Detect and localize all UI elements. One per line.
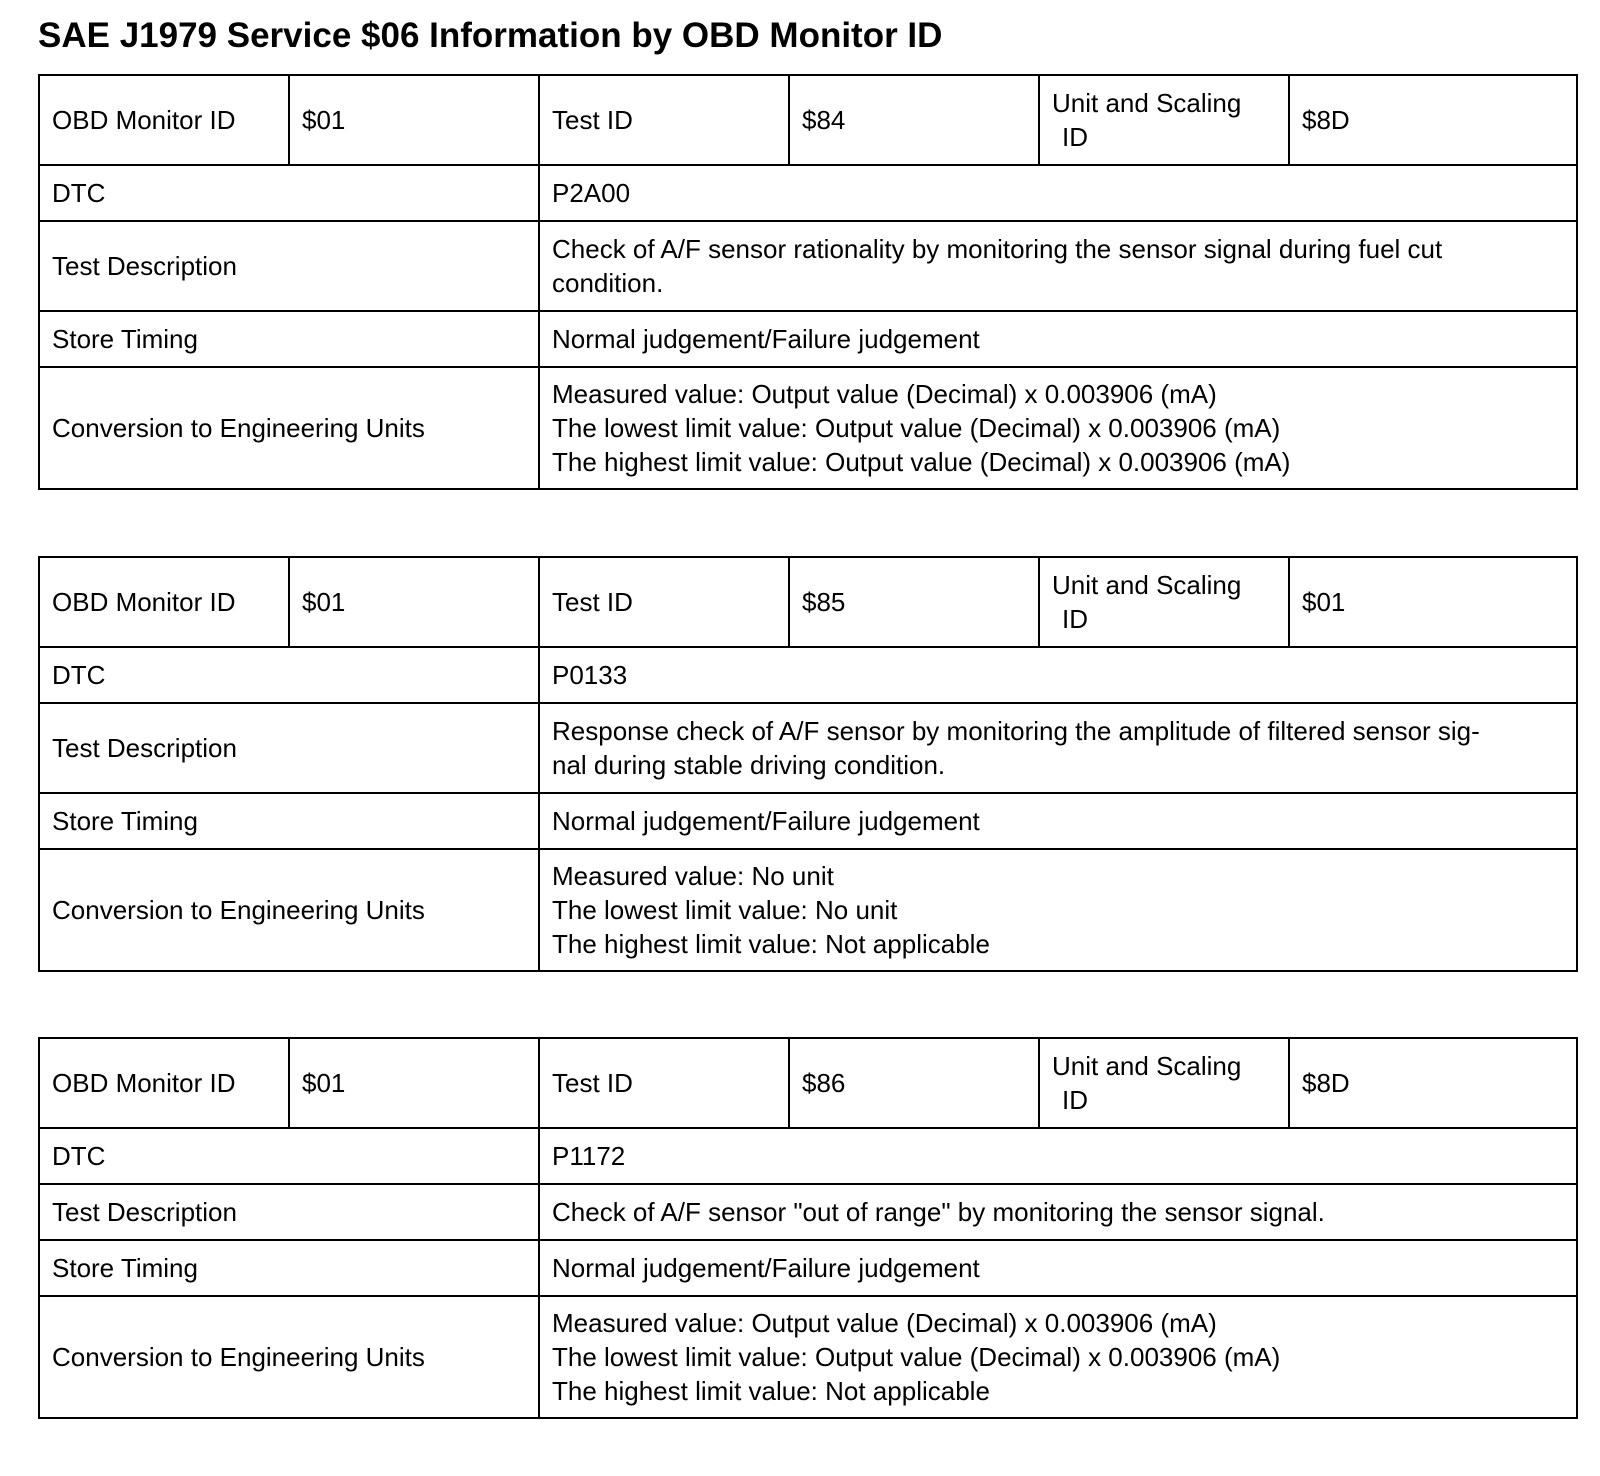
test-id-label: Test ID xyxy=(539,557,789,647)
conversion-label: Conversion to Engineering Units xyxy=(39,849,539,971)
conversion-measured-value: Measured value: Output value (Decimal) x 0.003906 (mA) xyxy=(552,379,1217,409)
dtc-row xyxy=(39,1128,1577,1184)
obd-monitor-id-label: OBD Monitor ID xyxy=(39,557,289,647)
test-description-label: Test Description xyxy=(39,703,539,793)
test-description-line-2: nal during stable driving condition. xyxy=(552,750,946,780)
test-id-value: $86 xyxy=(789,1038,1039,1128)
dtc-label: DTC xyxy=(39,165,539,221)
conversion-measured-value: Measured value: No unit xyxy=(552,861,834,891)
dtc-label: DTC xyxy=(39,647,539,703)
dtc-value: P1172 xyxy=(539,1128,1577,1184)
conversion-label: Conversion to Engineering Units xyxy=(39,367,539,489)
service-06-table-2 xyxy=(38,556,1578,972)
test-description-value xyxy=(539,703,1577,793)
test-description-line-1: Check of A/F sensor rationality by monitoring the sensor signal during fuel cut xyxy=(552,234,1443,264)
test-description-label: Test Description xyxy=(39,1184,539,1240)
store-timing-value: Normal judgement/Failure judgement xyxy=(539,793,1577,849)
unit-scaling-id-label xyxy=(1039,75,1289,165)
unit-scaling-id-label-line-2: ID xyxy=(1062,1085,1088,1115)
dtc-value: P2A00 xyxy=(539,165,1577,221)
service-06-table-3 xyxy=(38,1037,1578,1419)
unit-scaling-id-label-line-1: Unit and Scaling xyxy=(1052,570,1242,600)
conversion-row xyxy=(39,367,1577,489)
conversion-lowest-limit: The lowest limit value: Output value (Decimal) x 0.003906 (mA) xyxy=(552,1342,1281,1372)
unit-scaling-id-label-line-1: Unit and Scaling xyxy=(1052,88,1242,118)
header-row xyxy=(39,1038,1577,1128)
conversion-value xyxy=(539,849,1577,971)
test-description-row xyxy=(39,1184,1577,1240)
conversion-label: Conversion to Engineering Units xyxy=(39,1296,539,1418)
header-row xyxy=(39,557,1577,647)
test-id-value: $85 xyxy=(789,557,1039,647)
store-timing-label: Store Timing xyxy=(39,311,539,367)
test-id-value: $84 xyxy=(789,75,1039,165)
unit-scaling-id-label xyxy=(1039,1038,1289,1128)
header-row xyxy=(39,75,1577,165)
conversion-row xyxy=(39,1296,1577,1418)
obd-monitor-id-label: OBD Monitor ID xyxy=(39,1038,289,1128)
conversion-lowest-limit: The lowest limit value: Output value (Decimal) x 0.003906 (mA) xyxy=(552,413,1281,443)
unit-scaling-id-label xyxy=(1039,557,1289,647)
conversion-highest-limit: The highest limit value: Output value (Decimal) x 0.003906 (mA) xyxy=(552,447,1291,477)
test-id-label: Test ID xyxy=(539,75,789,165)
test-description-line-1: Check of A/F sensor "out of range" by monitoring the sensor signal. xyxy=(552,1197,1325,1227)
test-description-row xyxy=(39,703,1577,793)
test-description-value xyxy=(539,221,1577,311)
test-description-value xyxy=(539,1184,1577,1240)
store-timing-label: Store Timing xyxy=(39,793,539,849)
conversion-value xyxy=(539,1296,1577,1418)
obd-monitor-id-value: $01 xyxy=(289,557,539,647)
test-id-label: Test ID xyxy=(539,1038,789,1128)
test-description-row xyxy=(39,221,1577,311)
unit-scaling-id-label-line-2: ID xyxy=(1062,604,1088,634)
dtc-row xyxy=(39,647,1577,703)
store-timing-row xyxy=(39,1240,1577,1296)
store-timing-value: Normal judgement/Failure judgement xyxy=(539,311,1577,367)
store-timing-row xyxy=(39,311,1577,367)
conversion-measured-value: Measured value: Output value (Decimal) x 0.003906 (mA) xyxy=(552,1308,1217,1338)
conversion-highest-limit: The highest limit value: Not applicable xyxy=(552,1376,990,1406)
obd-monitor-id-value: $01 xyxy=(289,1038,539,1128)
test-description-line-2: condition. xyxy=(552,268,664,298)
dtc-row xyxy=(39,165,1577,221)
test-description-line-1: Response check of A/F sensor by monitoring the amplitude of filtered sensor sig- xyxy=(552,716,1480,746)
store-timing-value: Normal judgement/Failure judgement xyxy=(539,1240,1577,1296)
unit-scaling-id-value: $8D xyxy=(1289,1038,1577,1128)
conversion-lowest-limit: The lowest limit value: No unit xyxy=(552,895,898,925)
conversion-highest-limit: The highest limit value: Not applicable xyxy=(552,929,990,959)
obd-monitor-id-label: OBD Monitor ID xyxy=(39,75,289,165)
store-timing-label: Store Timing xyxy=(39,1240,539,1296)
dtc-value: P0133 xyxy=(539,647,1577,703)
page-title: SAE J1979 Service $06 Information by OBD Monitor ID xyxy=(38,16,943,55)
service-06-table-1 xyxy=(38,74,1578,490)
unit-scaling-id-label-line-1: Unit and Scaling xyxy=(1052,1051,1242,1081)
store-timing-row xyxy=(39,793,1577,849)
obd-monitor-id-value: $01 xyxy=(289,75,539,165)
conversion-value xyxy=(539,367,1577,489)
conversion-row xyxy=(39,849,1577,971)
test-description-label: Test Description xyxy=(39,221,539,311)
unit-scaling-id-value: $8D xyxy=(1289,75,1577,165)
unit-scaling-id-label-line-2: ID xyxy=(1062,122,1088,152)
dtc-label: DTC xyxy=(39,1128,539,1184)
unit-scaling-id-value: $01 xyxy=(1289,557,1577,647)
